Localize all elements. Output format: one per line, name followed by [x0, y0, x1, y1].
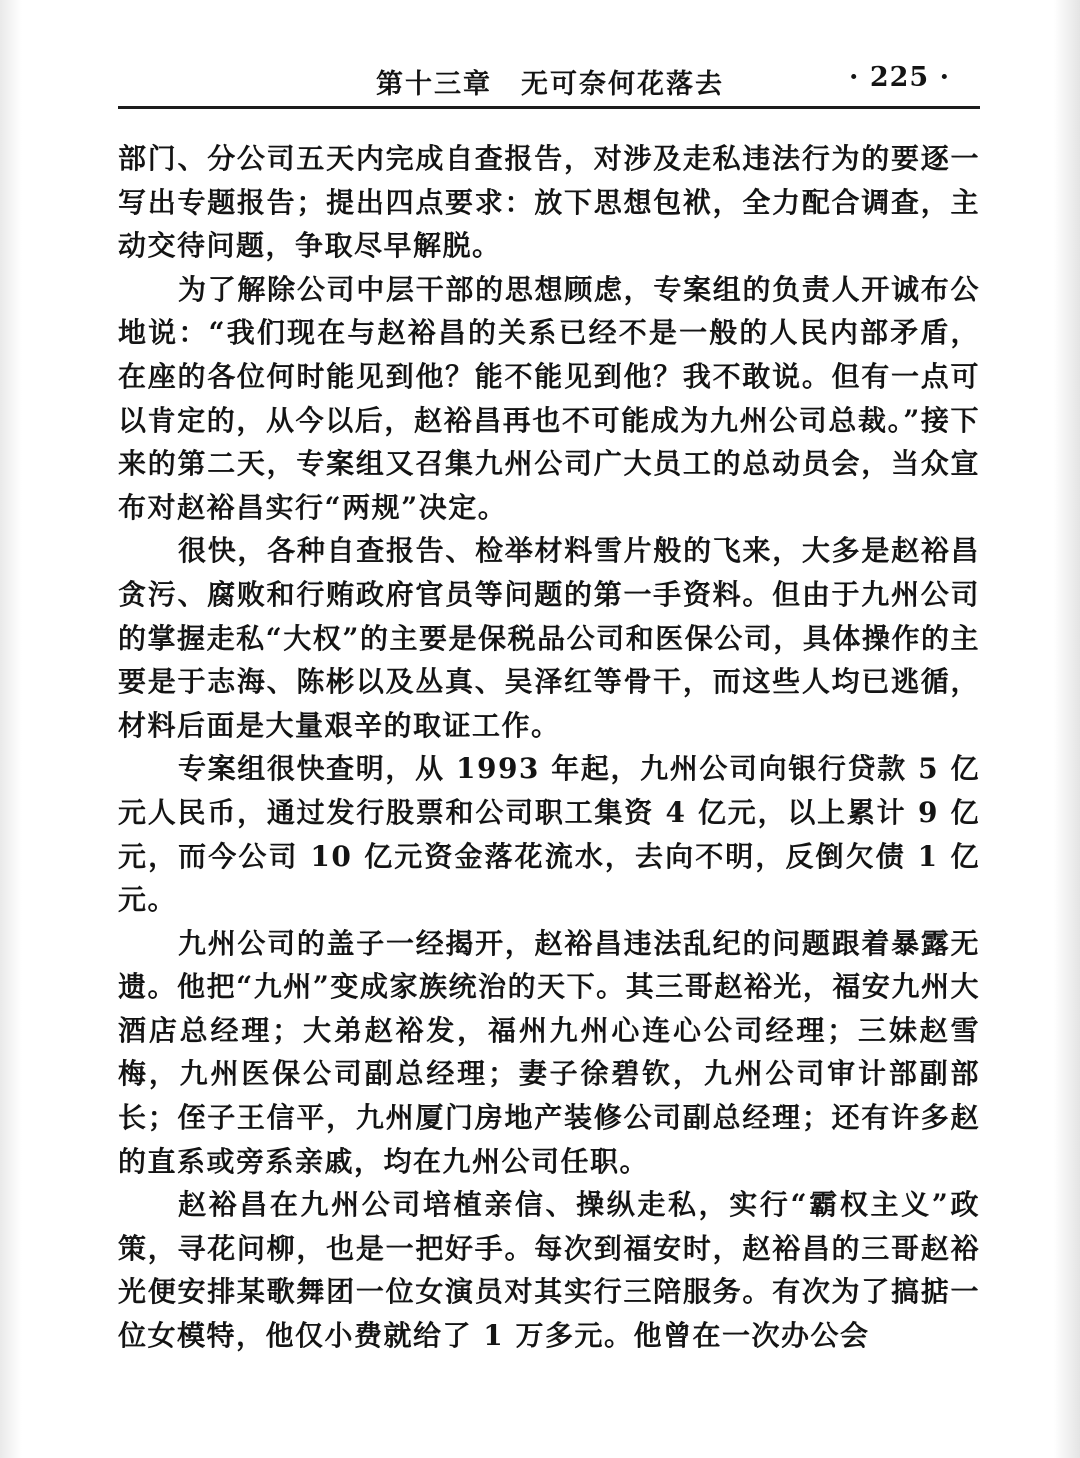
running-header	[118, 48, 980, 109]
book-page	[118, 48, 980, 1448]
right-page-edge-shadow	[1054, 0, 1080, 1458]
paragraph: 九州公司的盖子一经揭开，赵裕昌违法乱纪的问题跟着暴露无遗。他把“九州”变成家族统治的天下。其三哥赵裕光，福安九州大酒店总经理；大弟赵裕发，福州九州心连心公司经理；三妹赵雪梅，九州医保公司副总经理；妻子徐碧钦，九州公司审计部副部长；侄子王信平，九州厦门房地产装修公司副总经理；还有许多赵的直系或旁系亲戚，均在九州公司任职。	[118, 926, 980, 1178]
paragraph: 赵裕昌在九州公司培植亲信、操纵走私，实行“霸权主义”政策，寻花问柳，也是一把好手。每次到福安时，赵裕昌的三哥赵裕光便安排某歌舞团一位女演员对其实行三陪服务。有次为了搞掂一位女模特，他仅小费就给了 1 万多元。他曾在一次办公会	[118, 1188, 980, 1353]
page-number: · 225 ·	[849, 62, 950, 93]
chapter-title: 第十三章 无可奈何花落去	[376, 69, 724, 100]
paragraph: 很快，各种自查报告、检举材料雪片般的飞来，大多是赵裕昌贪污、腐败和行贿政府官员等问题的第一手资料。但由于九州公司的掌握走私“大权”的主要是保税品公司和医保公司，具体操作的主要是于志海、陈彬以及丛真、吴泽红等骨干，而这些人均已逃循，材料后面是大量艰辛的取证工作。	[118, 534, 980, 742]
paragraph: 为了解除公司中层干部的思想顾虑，专案组的负责人开诚布公地说：“我们现在与赵裕昌的关系已经不是一般的人民内部矛盾，在座的各位何时能见到他？能不能见到他？我不敢说。但有一点可以肯定的，从今以后，赵裕昌再也不可能成为九州公司总裁。”接下来的第二天，专案组又召集九州公司广大员工的总动员会，当众宣布对赵裕昌实行“两规”决定。	[118, 272, 980, 524]
paragraph: 专案组很快查明，从 1993 年起，九州公司向银行贷款 5 亿元人民币，通过发行股票和公司职工集资 4 亿元，以上累计 9 亿元，而今公司 10 亿元资金落花流水，去向不明，反倒欠债 1 亿元。	[118, 752, 980, 917]
body-text	[118, 137, 980, 1358]
paragraph-continued: 部门、分公司五天内完成自查报告，对涉及走私违法行为的要逐一写出专题报告；提出四点要求：放下思想包袱，全力配合调查，主动交待问题，争取尽早解脱。	[118, 142, 980, 263]
left-page-edge-shadow	[0, 0, 22, 1458]
